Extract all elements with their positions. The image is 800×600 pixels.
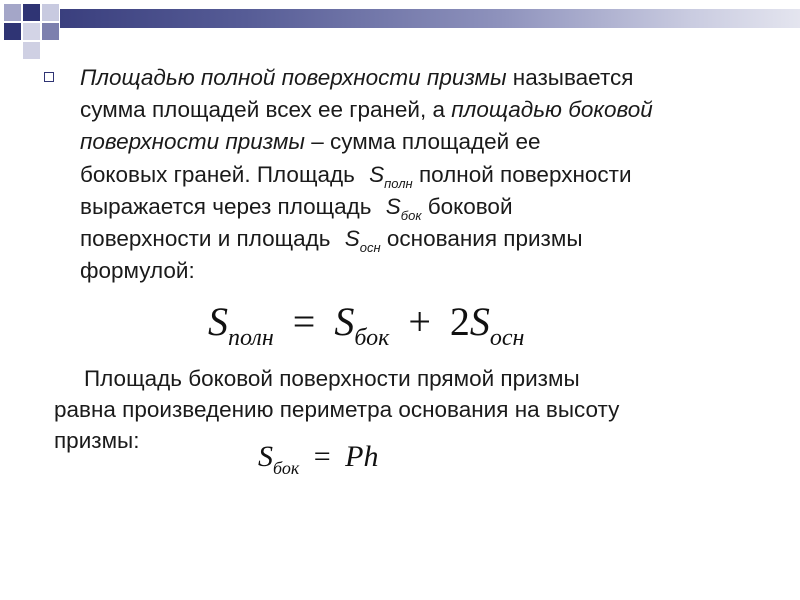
decorative-square	[23, 4, 40, 21]
text-span: поверхности и площадь	[80, 226, 337, 252]
text-line	[34, 191, 774, 223]
decorative-square	[23, 23, 40, 40]
text-span: – сумма площадей ее	[304, 129, 541, 155]
text-span: называется	[506, 65, 634, 90]
definition-paragraph	[34, 62, 774, 287]
decorative-square	[23, 42, 40, 59]
decorative-square	[4, 23, 21, 40]
text-line	[34, 62, 774, 94]
decorative-square	[42, 4, 59, 21]
text-span: основания призмы	[380, 226, 583, 252]
text-line: призмы:	[54, 428, 140, 453]
symbol-s-lateral: $S_{бок}$	[385, 193, 422, 223]
decorative-square	[42, 23, 59, 40]
term-lateral-surface: площадью боковой поверхности призмы	[80, 97, 653, 155]
text-line	[34, 255, 774, 287]
decorative-square	[4, 4, 21, 21]
text-span: формулой:	[80, 258, 195, 284]
formula-lateral-surface-area: $S_{бок} = Ph$	[258, 440, 379, 478]
text-span: полной поверхности	[412, 161, 632, 187]
text-line	[34, 94, 774, 158]
text-span: выражается через площадь	[80, 193, 378, 219]
text-span: боковых граней. Площадь	[80, 161, 362, 187]
text-line: Площадь боковой поверхности прямой призмы	[84, 366, 580, 391]
term-full-surface: Площадью полной поверхности призмы	[80, 65, 507, 90]
header-gradient-bar	[60, 9, 800, 28]
text-span: сумма площадей всех ее граней, а	[80, 97, 452, 123]
formula-full-surface-area: $S_{полн} = S_{бок} + 2S_{осн}$	[208, 299, 525, 351]
text-line: равна произведению периметра основания на высоту	[54, 397, 620, 422]
symbol-s-full: $S_{полн}$	[369, 161, 413, 191]
text-line	[34, 223, 774, 255]
text-span: боковой	[421, 193, 513, 219]
lateral-area-paragraph	[54, 363, 784, 456]
symbol-s-base: $S_{осн}$	[344, 226, 381, 256]
text-line	[34, 159, 774, 191]
